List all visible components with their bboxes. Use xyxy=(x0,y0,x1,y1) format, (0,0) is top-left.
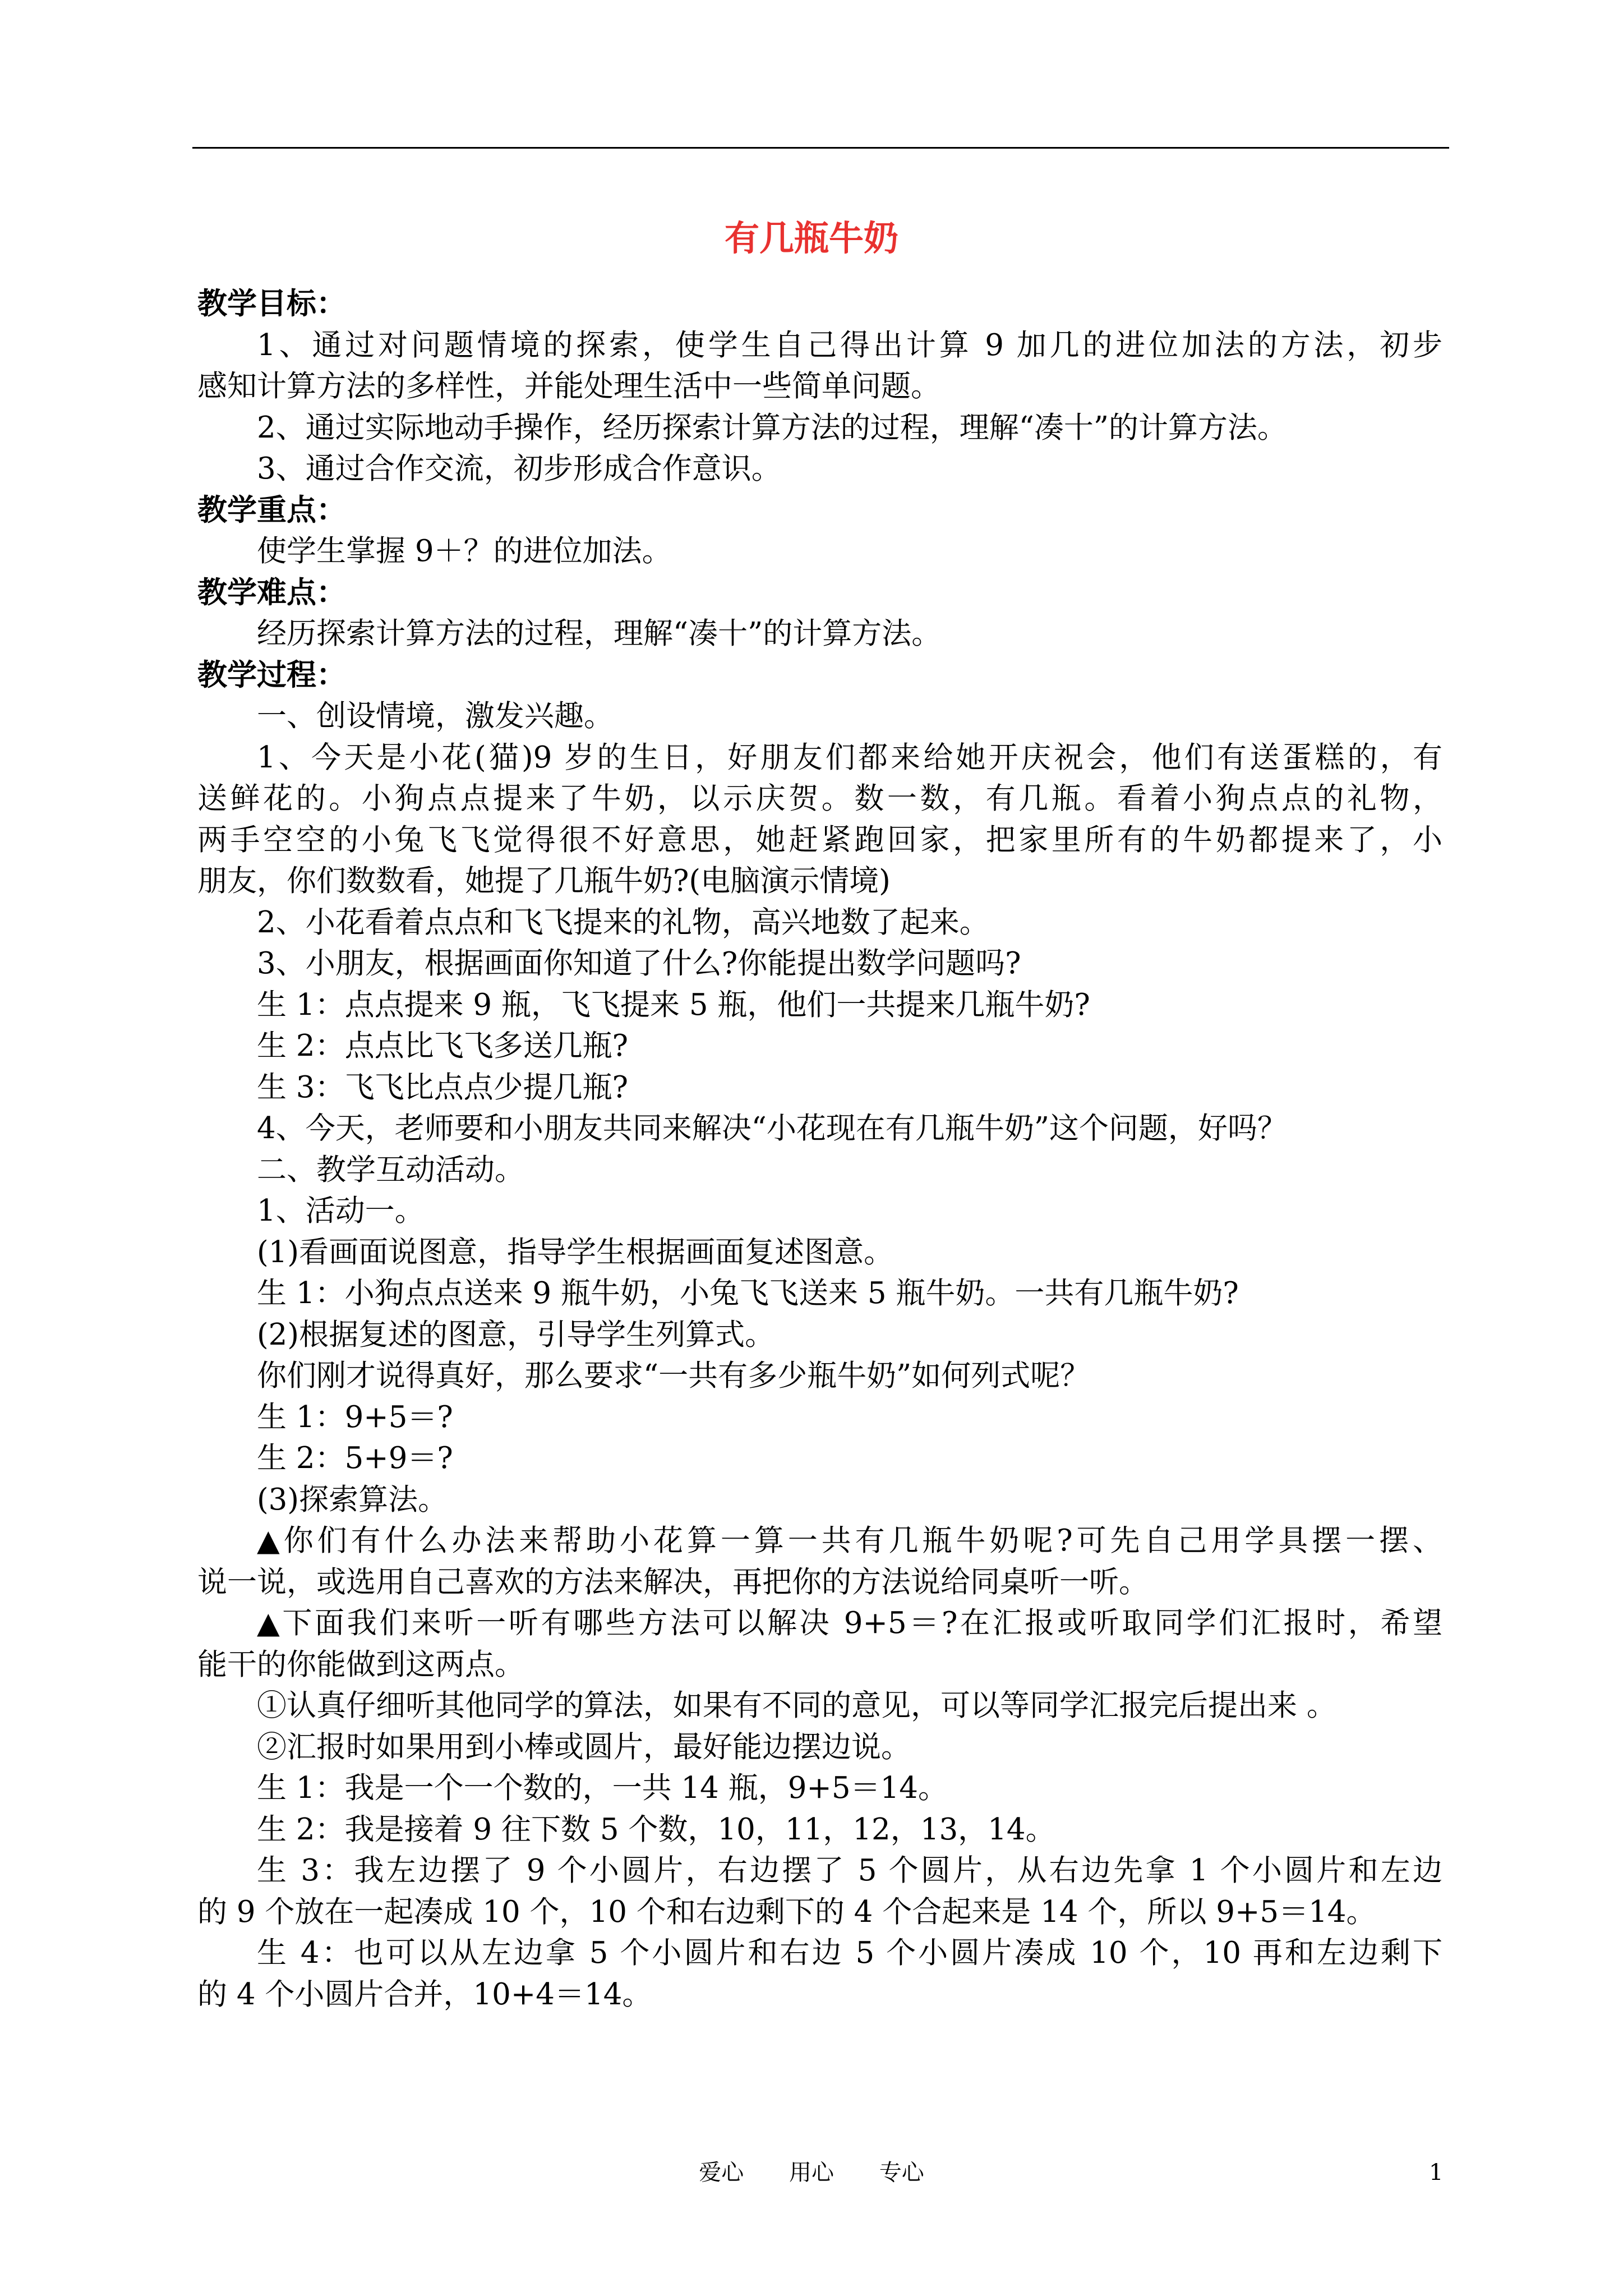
page-number: 1 xyxy=(1429,2160,1444,2185)
text-line: (2)根据复述的图意，引导学生列算式。 xyxy=(257,1317,775,1352)
text-line: 生 1：我是一个一个数的，一共 14 瓶，9+5＝14。 xyxy=(257,1771,948,1805)
document-body xyxy=(197,283,1442,2015)
text-line: (3)探索算法。 xyxy=(257,1482,448,1517)
text-line: 生 1：点点提来 9 瓶，飞飞提来 5 瓶，他们一共提来几瓶牛奶? xyxy=(257,987,1090,1022)
text-line: 生 2：我是接着 9 往下数 5 个数，10，11，12，13，14。 xyxy=(257,1812,1055,1847)
text-line: ▲下面我们来听一听有哪些方法可以解决 9+5＝?在汇报或听取同学们汇报时，希望 xyxy=(257,1606,1442,1640)
text-line: ▲你们有什么办法来帮助小花算一算一共有几瓶牛奶呢?可先自己用学具摆一摆、 xyxy=(257,1524,1442,1558)
text-line: (1)看画面说图意，指导学生根据画面复述图意。 xyxy=(257,1235,894,1269)
text-line: 1、活动一。 xyxy=(257,1194,425,1228)
text-line: 能干的你能做到这两点。 xyxy=(197,1647,524,1682)
footer-word-attention: 用心 xyxy=(789,2160,834,2185)
text-line: 生 2：5+9＝? xyxy=(257,1441,453,1475)
text-line: 的 9 个放在一起凑成 10 个，10 个和右边剩下的 4 个合起来是 14 个，所以 9+5＝14。 xyxy=(197,1894,1376,1929)
text-line: 生 1：小狗点点送来 9 瓶牛奶，小兔飞飞送来 5 瓶牛奶。一共有几瓶牛奶? xyxy=(257,1276,1239,1310)
text-line: ②汇报时如果用到小棒或圆片，最好能边摆边说。 xyxy=(257,1729,911,1764)
text-line: ①认真仔细听其他同学的算法，如果有不同的意见，可以等同学汇报完后提出来 。 xyxy=(257,1688,1336,1723)
section-heading: 教学重点： xyxy=(197,492,346,527)
section-heading: 教学目标： xyxy=(197,286,346,321)
text-line: 1、今天是小花(猫)9 岁的生日，好朋友们都来给她开庆祝会，他们有送蛋糕的，有 xyxy=(257,740,1442,775)
text-line: 生 3：飞飞比点点少提几瓶? xyxy=(257,1070,628,1105)
section-heading: 教学难点： xyxy=(197,574,346,610)
footer-slogan xyxy=(0,2159,1623,2187)
footer-word-love: 爱心 xyxy=(699,2160,744,2185)
text-line: 2、通过实际地动手操作，经历探索计算方法的过程，理解“凑十”的计算方法。 xyxy=(257,410,1287,445)
text-line: 你们刚才说得真好，那么要求“一共有多少瓶牛奶”如何列式呢？ xyxy=(257,1359,1090,1393)
text-line: 1、通过对问题情境的探索，使学生自己得出计算 9 加几的进位加法的方法，初步 xyxy=(257,328,1442,362)
text-line: 说一说，或选用自己喜欢的方法来解决，再把你的方法说给同桌听一听。 xyxy=(197,1565,1149,1599)
text-line: 一、创设情境，激发兴趣。 xyxy=(257,699,614,733)
text-line: 的 4 个小圆片合并，10+4＝14。 xyxy=(197,1977,652,2012)
text-line: 送鲜花的。小狗点点提来了牛奶，以示庆贺。数一数，有几瓶。看着小狗点点的礼物， xyxy=(197,781,1442,816)
document-title: 有几瓶牛奶 xyxy=(724,218,898,259)
text-line: 4、今天，老师要和小朋友共同来解决“小花现在有几瓶牛奶”这个问题，好吗？ xyxy=(257,1111,1287,1145)
text-line: 二、教学互动活动。 xyxy=(257,1152,524,1187)
text-line: 使学生掌握 9＋？的进位加法。 xyxy=(257,534,672,568)
header-rule xyxy=(192,147,1449,149)
text-line: 2、小花看着点点和飞飞提来的礼物，高兴地数了起来。 xyxy=(257,905,989,940)
section-heading: 教学过程： xyxy=(197,657,346,692)
text-line: 生 1：9+5＝? xyxy=(257,1400,453,1434)
text-line: 生 2：点点比飞飞多送几瓶? xyxy=(257,1029,628,1063)
text-line: 朋友，你们数数看，她提了几瓶牛奶?(电脑演示情境) xyxy=(197,864,891,898)
text-line: 生 3：我左边摆了 9 个小圆片，右边摆了 5 个圆片，从右边先拿 1 个小圆片和左边 xyxy=(257,1853,1442,1888)
text-line: 3、通过合作交流，初步形成合作意识。 xyxy=(257,452,781,486)
footer-word-focus: 专心 xyxy=(879,2160,924,2185)
text-line: 感知计算方法的多样性，并能处理生活中一些简单问题。 xyxy=(197,369,940,403)
text-line: 生 4：也可以从左边拿 5 个小圆片和右边 5 个小圆片凑成 10 个，10 再和左边剩下 xyxy=(257,1936,1442,1970)
text-line: 经历探索计算方法的过程，理解“凑十”的计算方法。 xyxy=(257,616,942,651)
text-line: 两手空空的小兔飞飞觉得很不好意思，她赶紧跑回家，把家里所有的牛奶都提来了，小 xyxy=(197,822,1442,857)
text-line: 3、小朋友，根据画面你知道了什么?你能提出数学问题吗? xyxy=(257,946,1021,981)
